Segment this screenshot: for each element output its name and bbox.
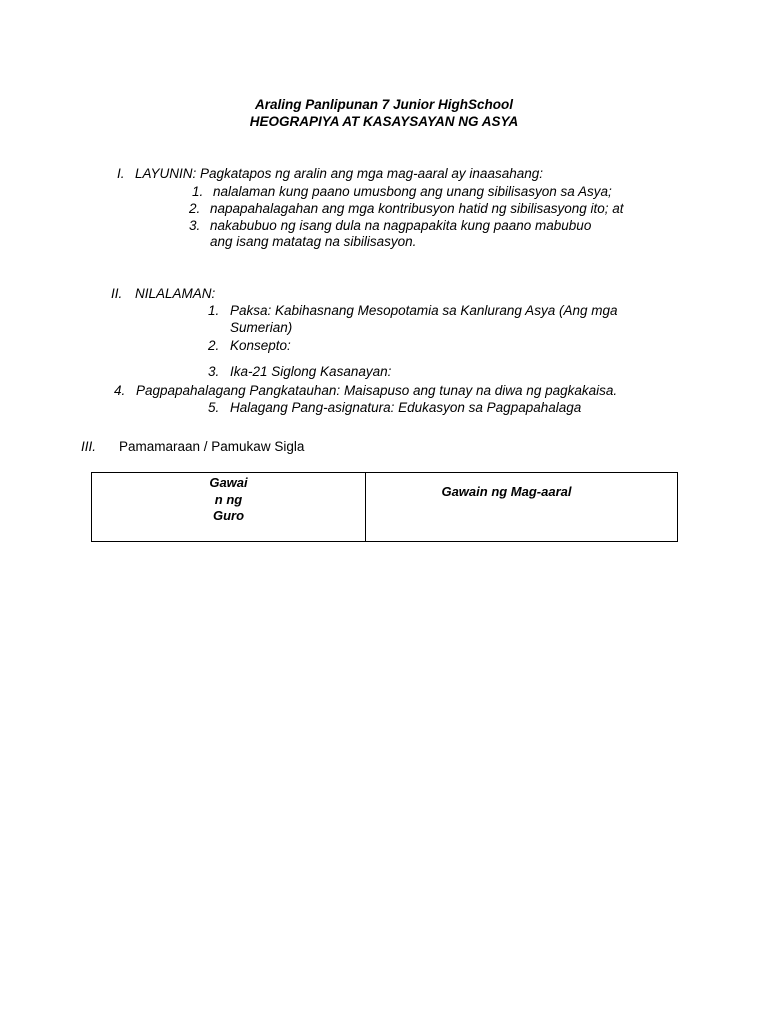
section-heading: NILALAMAN: (135, 286, 216, 301)
teacher-activity-header: Gawain ng Guro (209, 475, 248, 523)
list-item-number: 5. (208, 400, 220, 415)
section-heading: LAYUNIN: Pagkatapos ng aralin ang mga mag-aaral ay inaasahang: (135, 166, 543, 181)
list-item-number: 1. (208, 303, 220, 318)
section-numeral: III. (81, 439, 97, 454)
list-item-text-continued: Sumerian) (230, 320, 293, 335)
list-item-number: 4. (114, 383, 126, 398)
table-header-cell (366, 473, 678, 542)
list-item-text: Ika-21 Siglong Kasanayan: (230, 364, 392, 379)
list-item-number: 2. (189, 201, 201, 216)
list-item-number: 1. (192, 184, 204, 199)
list-item-number: 3. (208, 364, 220, 379)
document-subtitle: HEOGRAPIYA AT KASAYSAYAN NG ASYA (249, 114, 519, 129)
list-item-text: Pagpapahalagang Pangkatauhan: Maisapuso ang tunay na diwa ng pagkakaisa. (136, 383, 618, 398)
list-item-text: Halagang Pang-asignatura: Edukasyon sa Pagpapahalaga (230, 400, 582, 415)
list-item-text: napapahalagahan ang mga kontribusyon hatid ng sibilisasyong ito; at (210, 201, 624, 216)
section-numeral: II. (111, 286, 123, 301)
student-activity-header: Gawain ng Mag-aaral (441, 484, 572, 499)
table-header-cell (92, 473, 366, 542)
table-header-row (92, 473, 678, 542)
list-item-text: nakabubuo ng isang dula na nagpapakita kung paano mabubuo (210, 218, 592, 233)
list-item-number: 2. (208, 338, 220, 353)
list-item-text: nalalaman kung paano umusbong ang unang sibilisasyon sa Asya; (213, 184, 612, 199)
section-heading: Pamamaraan / Pamukaw Sigla (119, 439, 305, 454)
list-item-text-continued: ang isang matatag na sibilisasyon. (210, 234, 417, 249)
list-item-text: Konsepto: (230, 338, 291, 353)
activity-table (91, 472, 678, 542)
section-numeral: I. (117, 166, 125, 181)
list-item-text: Paksa: Kabihasnang Mesopotamia sa Kanlurang Asya (Ang mga (230, 303, 618, 318)
document-title: Araling Panlipunan 7 Junior HighSchool (254, 97, 514, 112)
list-item-number: 3. (189, 218, 201, 233)
